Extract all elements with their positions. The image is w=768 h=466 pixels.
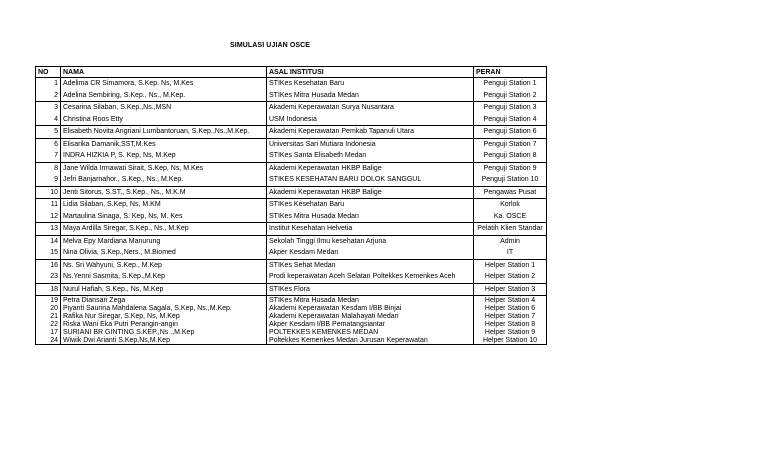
table-row (36, 235, 547, 247)
cell-peran: Penguji Station 8 (474, 150, 547, 162)
cell-no: 12 (36, 211, 61, 223)
table-header-row (36, 67, 547, 78)
cell-asal: Akademi Keperawatan Pemkab Tapanuli Utara (267, 126, 474, 139)
cell-peran: Pengawas Pusat (474, 186, 547, 199)
header-asal-institusi: ASAL INSTITUSI (267, 67, 474, 78)
cell-asal: STIKes Flora (267, 283, 474, 296)
table-row (36, 283, 547, 296)
table-row (36, 138, 547, 150)
cell-nama: Wiwik Dwi Arianti S.Kep,Ns,M.Kep (61, 336, 267, 345)
cell-no: 4 (36, 114, 61, 126)
cell-peran: Helper Station 8 (474, 320, 547, 328)
cell-nama: Maya Ardilla Siregar, S.Kep., Ns., M.Kep (61, 223, 267, 236)
cell-peran: Penguji Station 9 (474, 162, 547, 174)
cell-peran: Penguji Station 3 (474, 102, 547, 114)
cell-asal: STIKes Mitra Husada Medan (267, 211, 474, 223)
table-row (36, 90, 547, 102)
table-row (36, 174, 547, 186)
cell-nama: Jenti Sitorus, S.ST., S.Kep., Ns., M.K.M (61, 186, 267, 199)
cell-no: 3 (36, 102, 61, 114)
cell-nama: Ns. Sri Wahyuni, S.Kep., M.Kep (61, 259, 267, 271)
cell-peran: Penguji Station 1 (474, 78, 547, 90)
table-row (36, 126, 547, 139)
cell-no: 18 (36, 283, 61, 296)
cell-peran: Helper Station 7 (474, 312, 547, 320)
cell-nama: Adelima CR Simamora, S.Kep. Ns, M.Kes (61, 78, 267, 90)
cell-no: 5 (36, 126, 61, 139)
table-row (36, 296, 547, 305)
cell-no: 7 (36, 150, 61, 162)
table-row (36, 328, 547, 336)
cell-no: 22 (36, 320, 61, 328)
cell-asal: STIKes Kesehatan Baru (267, 78, 474, 90)
cell-asal: STIKes Mitra Husada Medan (267, 296, 474, 305)
cell-nama: Christina Roos Etty (61, 114, 267, 126)
cell-no: 6 (36, 138, 61, 150)
cell-asal: Akademi Keperawatan Surya Nusantara (267, 102, 474, 114)
table-row (36, 304, 547, 312)
header-peran: PERAN (474, 67, 547, 78)
cell-no: 24 (36, 336, 61, 345)
cell-nama: Ns.Yenni Sasmita, S.Kep.,M.Kep (61, 271, 267, 283)
cell-nama: Lidia Silaban, S.Kep, Ns, M.KM (61, 199, 267, 211)
cell-peran: Helper Station 6 (474, 304, 547, 312)
cell-no: 13 (36, 223, 61, 236)
cell-no: 9 (36, 174, 61, 186)
cell-nama: Riska Wani Eka Putri Perangin-angin (61, 320, 267, 328)
cell-no: 14 (36, 235, 61, 247)
table-row (36, 259, 547, 271)
cell-asal: Universitas Sari Mutiara Indonesia (267, 138, 474, 150)
table-body (36, 78, 547, 345)
cell-nama: Martaulina Sinaga, S. Kep, Ns, M. Kes (61, 211, 267, 223)
cell-peran: Pelatih Klien Standar (474, 223, 547, 236)
cell-peran: Penguji Station 7 (474, 138, 547, 150)
cell-no: 17 (36, 328, 61, 336)
cell-nama: Petra Diansari Zega (61, 296, 267, 305)
cell-nama: SURIANI BR GINTING S.KEP.,Ns .,M.Kep (61, 328, 267, 336)
cell-nama: INDRA HIZKIA P, S. Kep, Ns, M.Kep (61, 150, 267, 162)
cell-asal: Akademi Keperawatan Kesdam I/BB Binjai (267, 304, 474, 312)
cell-no: 8 (36, 162, 61, 174)
table-row (36, 223, 547, 236)
cell-nama: Piyanti Saurina Mahdalena Sagala, S.Kep, Ns.,M.Kep. (61, 304, 267, 312)
cell-peran: IT (474, 247, 547, 259)
cell-no: 19 (36, 296, 61, 305)
cell-asal: STIKes Sehat Medan (267, 259, 474, 271)
cell-asal: Akper Kesdam I/BB Pematangsiantar (267, 320, 474, 328)
table-row (36, 150, 547, 162)
cell-nama: Rafika Nur Siregar, S.Kep, Ns, M.Kep (61, 312, 267, 320)
cell-asal: STIKES KESEHATAN BARU DOLOK SANGGUL (267, 174, 474, 186)
cell-asal: Akademi Keperawatan Malahayati Medan (267, 312, 474, 320)
cell-peran: Penguji Station 2 (474, 90, 547, 102)
cell-peran: Ka. OSCE (474, 211, 547, 223)
cell-asal: Prodi keperawatan Aceh Selatan Poltekkes Kemenkes Aceh (267, 271, 474, 283)
cell-asal: Poltekkes Kemenkes Medan Jurusan Keperawatan (267, 336, 474, 345)
table-row (36, 211, 547, 223)
cell-nama: Jane Wilda Irmawati Sirait, S.Kep, Ns, M.Kes (61, 162, 267, 174)
cell-peran: Helper Station 2 (474, 271, 547, 283)
table-row (36, 247, 547, 259)
cell-no: 21 (36, 312, 61, 320)
cell-nama: Nurul Hafiah, S.Kep., Ns, M.Kep (61, 283, 267, 296)
cell-nama: Melva Epy Mardiana Manurung (61, 235, 267, 247)
cell-asal: POLTEKKES KEMENKES MEDAN (267, 328, 474, 336)
table-row (36, 199, 547, 211)
cell-no: 10 (36, 186, 61, 199)
table-row (36, 186, 547, 199)
cell-no: 20 (36, 304, 61, 312)
cell-no: 11 (36, 199, 61, 211)
table-row (36, 312, 547, 320)
document-title: SIMULASI UJIAN OSCE (230, 42, 311, 49)
cell-asal: Akper Kesdam Medan (267, 247, 474, 259)
cell-no: 23 (36, 271, 61, 283)
cell-asal: USM Indonesia (267, 114, 474, 126)
cell-peran: Korlok (474, 199, 547, 211)
table-row (36, 162, 547, 174)
cell-nama: Elisabeth Novita Angriani Lumbantoruan, S.Kep.,Ns.,M.Kep. (61, 126, 267, 139)
cell-nama: Adelina Sembiring, S.Kep., Ns., M.Kep. (61, 90, 267, 102)
cell-no: 16 (36, 259, 61, 271)
header-nama: NAMA (61, 67, 267, 78)
table-row (36, 78, 547, 90)
cell-nama: Elisarika Damanik,SST,M.Kes (61, 138, 267, 150)
participant-table (35, 66, 547, 345)
cell-nama: Jefri Banjarnahor., S.Kep., Ns., M.Kep. (61, 174, 267, 186)
table-row (36, 114, 547, 126)
table-row (36, 102, 547, 114)
cell-no: 15 (36, 247, 61, 259)
cell-nama: Cesarina Silaban, S.Kep.,Ns.,MSN (61, 102, 267, 114)
cell-peran: Penguji Station 6 (474, 126, 547, 139)
header-no: NO (36, 67, 61, 78)
cell-asal: Sekolah Tinggi Ilmu kesehatan Arjuna (267, 235, 474, 247)
cell-no: 1 (36, 78, 61, 90)
cell-asal: Institut Kesehatan Helvetia (267, 223, 474, 236)
cell-nama: Nina Olivia, S.Kep.,Ners., M.Biomed (61, 247, 267, 259)
cell-asal: STIKes Kesehatan Baru (267, 199, 474, 211)
cell-no: 2 (36, 90, 61, 102)
cell-asal: STIKes Mitra Husada Medan (267, 90, 474, 102)
cell-peran: Penguji Station 4 (474, 114, 547, 126)
cell-peran: Helper Station 4 (474, 296, 547, 305)
cell-asal: Akademi Keperawatan HKBP Balige (267, 186, 474, 199)
cell-peran: Helper Station 3 (474, 283, 547, 296)
table-row (36, 320, 547, 328)
table-row (36, 336, 547, 345)
cell-asal: STIKes Santa Elisabeth Medan (267, 150, 474, 162)
cell-asal: Akademi Keperawatan HKBP Balige (267, 162, 474, 174)
cell-peran: Helper Station 10 (474, 336, 547, 345)
cell-peran: Helper Station 9 (474, 328, 547, 336)
cell-peran: Helper Station 1 (474, 259, 547, 271)
table-row (36, 271, 547, 283)
cell-peran: Admin (474, 235, 547, 247)
cell-peran: Penguji Station 10 (474, 174, 547, 186)
